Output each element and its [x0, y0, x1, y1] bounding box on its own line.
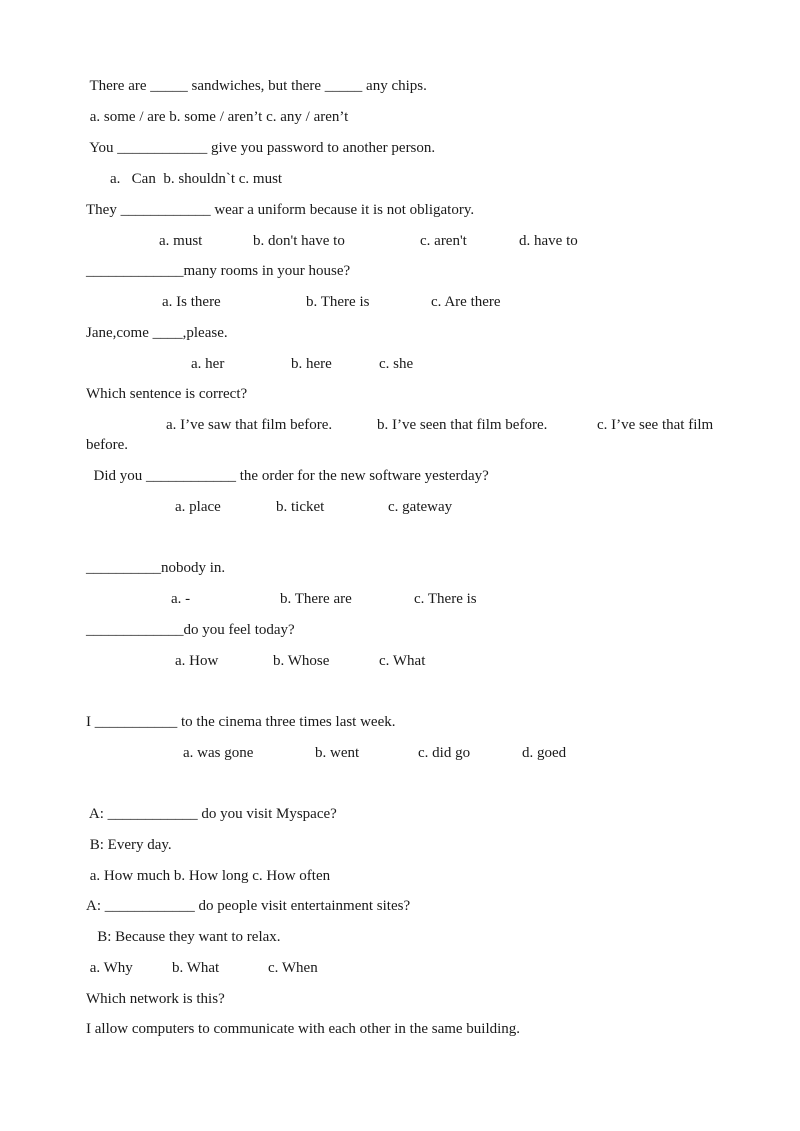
question-6-option-a: a. I’ve saw that film before. [166, 417, 333, 433]
question-1-options: a. some / are b. some / aren’t c. any / aren’t [86, 109, 349, 125]
question-10-option-c: c. did go [418, 745, 471, 761]
question-11-options: a. How much b. How long c. How often [86, 868, 331, 884]
question-3-option-d: d. have to [519, 233, 578, 249]
question-4-option-a: a. Is there [162, 294, 221, 310]
question-7-option-a: a. place [175, 499, 221, 515]
question-7-stem: Did you ____________ the order for the new software yesterday? [86, 468, 489, 484]
question-3-option-b: b. don't have to [253, 233, 345, 249]
question-5-option-a: a. her [191, 356, 225, 372]
question-8-stem: __________nobody in. [86, 560, 226, 576]
question-7-option-c: c. gateway [388, 499, 453, 515]
question-12-option-a: a. Why [86, 960, 133, 976]
question-3-option-c: c. aren't [420, 233, 467, 249]
question-9-option-c: c. What [379, 653, 426, 669]
question-7-option-b: b. ticket [276, 499, 325, 515]
question-8-option-a: a. - [171, 591, 191, 607]
question-8-option-c: c. There is [414, 591, 477, 607]
question-11-line-a: A: ____________ do you visit Myspace? [86, 806, 337, 822]
question-4-stem: _____________many rooms in your house? [86, 263, 351, 279]
question-13-stem: Which network is this? [86, 991, 225, 1007]
question-11-line-b: B: Every day. [86, 837, 172, 853]
question-9-option-a: a. How [175, 653, 219, 669]
question-13-prompt: I allow computers to communicate with each other in the same building. [86, 1021, 521, 1037]
question-4-option-b: b. There is [306, 294, 370, 310]
question-12-line-b: B: Because they want to relax. [86, 929, 281, 945]
question-10-option-d: d. goed [522, 745, 567, 761]
question-6-option-c: c. I’ve see that film [597, 417, 714, 433]
question-5-option-b: b. here [291, 356, 332, 372]
question-3-option-a: a. must [159, 233, 203, 249]
question-2-stem: You ____________ give you password to another person. [86, 140, 436, 156]
question-4-option-c: c. Are there [431, 294, 501, 310]
question-12-option-b: b. What [172, 960, 220, 976]
question-10-option-b: b. went [315, 745, 360, 761]
question-9-option-b: b. Whose [273, 653, 330, 669]
question-6-option-b: b. I’ve seen that film before. [377, 417, 548, 433]
question-3-stem: They ____________ wear a uniform because it is not obligatory. [86, 202, 475, 218]
question-9-stem: _____________do you feel today? [86, 622, 295, 638]
question-10-option-a: a. was gone [183, 745, 254, 761]
question-1-stem: There are _____ sandwiches, but there _____ any chips. [86, 78, 427, 94]
question-5-stem: Jane,come ____,please. [86, 325, 228, 341]
question-12-option-c: c. When [268, 960, 318, 976]
question-8-option-b: b. There are [280, 591, 352, 607]
question-6-stem: Which sentence is correct? [86, 386, 248, 402]
question-12-line-a: A: ____________ do people visit entertainment sites? [86, 898, 411, 914]
question-10-stem: I ___________ to the cinema three times last week. [86, 714, 396, 730]
question-2-options: a. Can b. shouldn`t c. must [110, 171, 283, 187]
question-5-option-c: c. she [379, 356, 414, 372]
question-6-option-c-continuation: before. [86, 437, 129, 453]
